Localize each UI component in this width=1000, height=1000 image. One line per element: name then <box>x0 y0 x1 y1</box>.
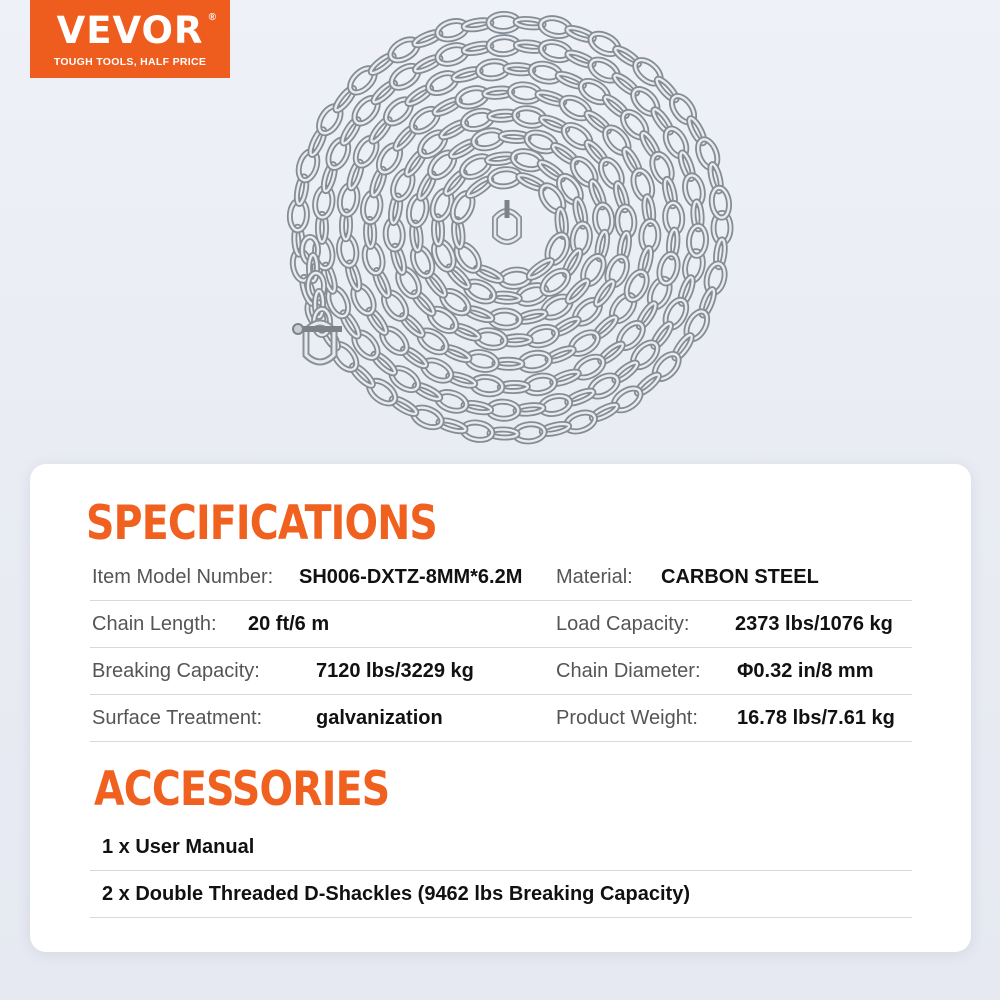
spec-label: Chain Diameter: <box>556 660 701 682</box>
spec-label: Item Model Number: <box>92 566 274 588</box>
spec-label: Breaking Capacity: <box>92 660 260 682</box>
spec-value: CARBON STEEL <box>661 566 819 588</box>
spec-table <box>90 554 912 742</box>
chain-coils <box>289 14 731 443</box>
specifications-title: SPECIFICATIONS <box>86 496 438 551</box>
accessory-item: 1 x User Manual <box>90 824 912 871</box>
spec-value: 20 ft/6 m <box>248 613 330 635</box>
accessories-list <box>90 824 912 918</box>
spec-row <box>90 601 912 648</box>
spec-value: 2373 lbs/1076 kg <box>735 613 893 635</box>
shackle-icon <box>293 323 342 362</box>
center-shackle-icon <box>495 200 519 242</box>
spec-label: Load Capacity: <box>556 613 690 635</box>
spec-label: Product Weight: <box>556 707 698 729</box>
logo-tagline: TOUGH TOOLS, HALF PRICE <box>53 56 207 68</box>
spec-value: Φ0.32 in/8 mm <box>737 660 874 682</box>
coiled-chain-image <box>270 0 750 460</box>
vevor-logo <box>30 0 230 78</box>
accessories-title: ACCESSORIES <box>94 762 390 817</box>
spec-value: SH006-DXTZ-8MM*6.2M <box>299 566 523 588</box>
logo-wordmark: VEVOR <box>56 9 204 52</box>
registered-mark: ® <box>208 12 216 23</box>
spec-value: 7120 lbs/3229 kg <box>316 660 474 682</box>
spec-value: 16.78 lbs/7.61 kg <box>737 707 895 729</box>
spec-row <box>90 554 912 601</box>
accessory-item: 2 x Double Threaded D-Shackles (9462 lbs Breaking Capacity) <box>90 871 912 918</box>
spec-value: galvanization <box>316 707 443 729</box>
spec-label: Material: <box>556 566 633 588</box>
spec-row <box>90 648 912 695</box>
spec-label: Chain Length: <box>92 613 217 635</box>
spec-card <box>30 464 971 952</box>
spec-label: Surface Treatment: <box>92 707 263 729</box>
spec-row <box>90 695 912 742</box>
